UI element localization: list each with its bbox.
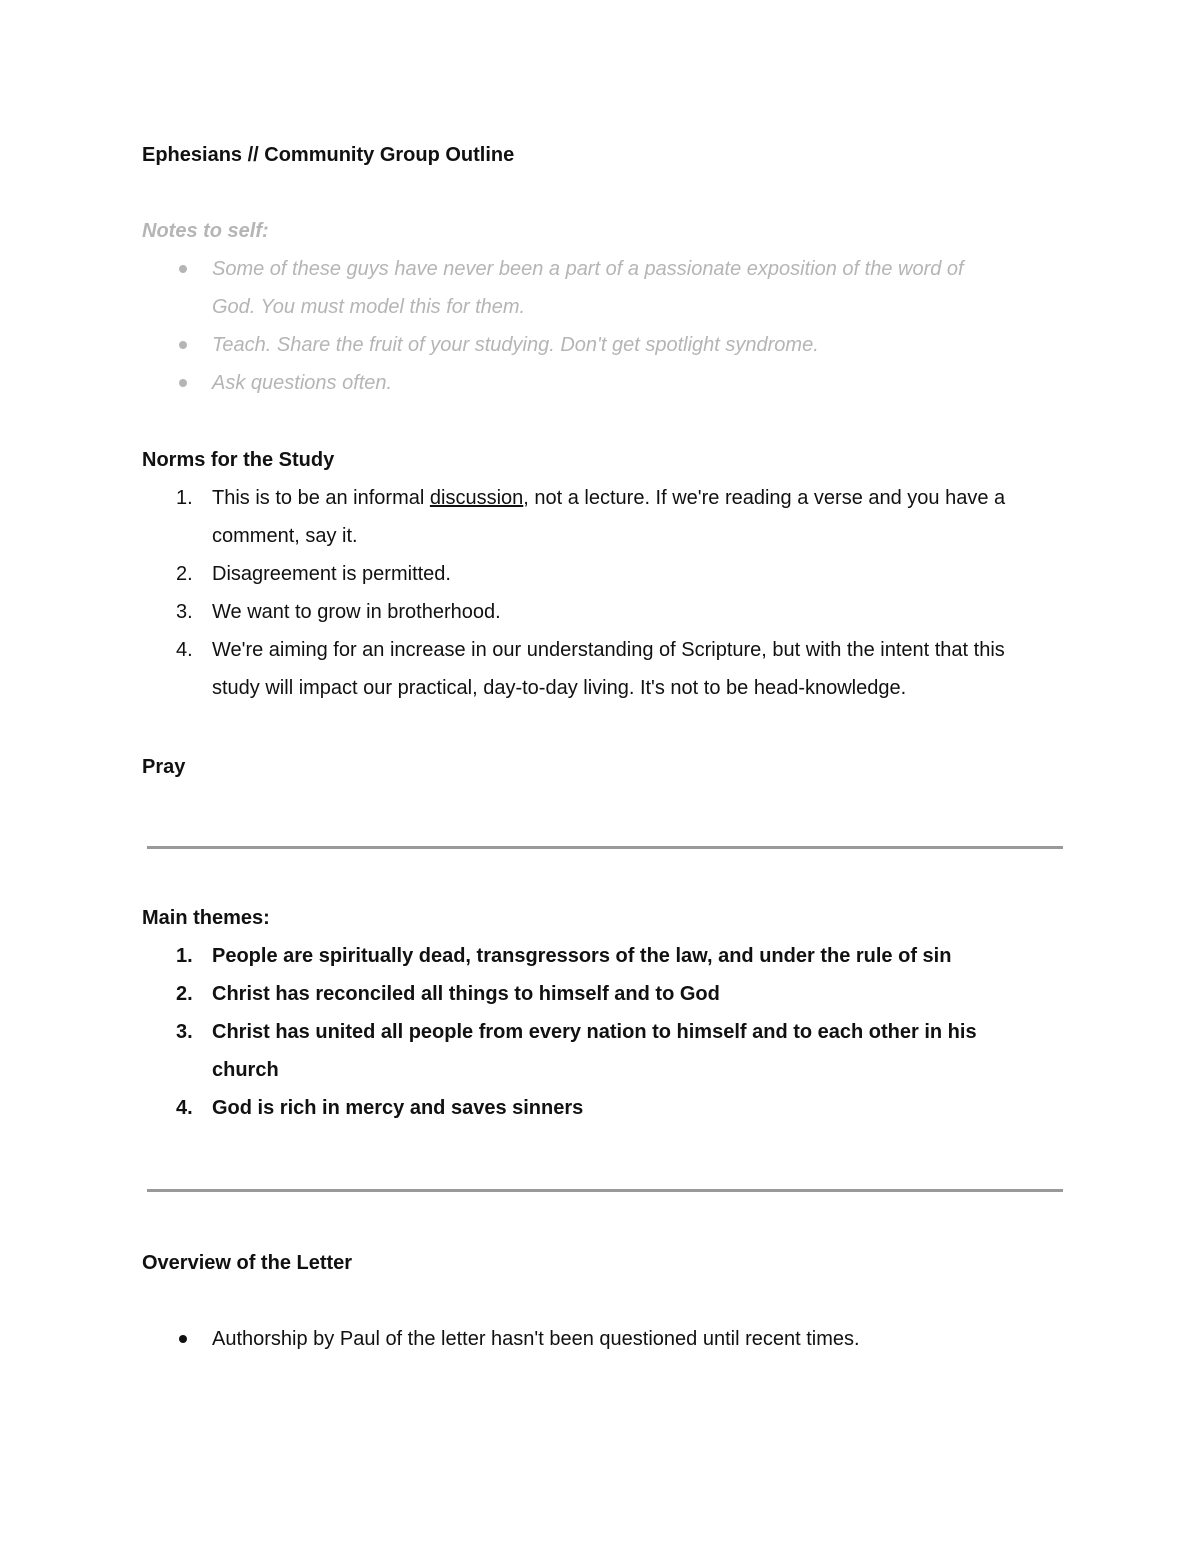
themes-item-4-number: 4. bbox=[176, 1097, 193, 1119]
notes-item-2-text: Teach. Share the fruit of your studying. Don't get spotlight syndrome. bbox=[212, 334, 819, 356]
bullet-icon bbox=[179, 265, 187, 273]
notes-item-1-line-2: God. You must model this for them. bbox=[212, 296, 526, 318]
norms-item-4-number: 4. bbox=[176, 639, 193, 661]
norms-item-4-line-1: We're aiming for an increase in our understanding of Scripture, but with the intent that this bbox=[212, 639, 1005, 661]
norms-item-1-post: , not a lecture. If we're reading a verse and you have a bbox=[523, 487, 1006, 509]
themes-item-1-text: People are spiritually dead, transgressors of the law, and under the rule of sin bbox=[212, 945, 952, 967]
norms-item-2-text: Disagreement is permitted. bbox=[212, 563, 451, 585]
themes-item-3-line-1: Christ has united all people from every nation to himself and to each other in his bbox=[212, 1021, 977, 1043]
themes-item-2 bbox=[142, 975, 1082, 1013]
norms-item-3-number: 3. bbox=[176, 601, 193, 623]
themes-item-2-number: 2. bbox=[176, 983, 193, 1005]
norms-item-4 bbox=[142, 631, 1082, 707]
themes-item-4-text: God is rich in mercy and saves sinners bbox=[212, 1097, 584, 1119]
themes-item-2-text: Christ has reconciled all things to himself and to God bbox=[212, 983, 720, 1005]
norms-section bbox=[142, 441, 1082, 707]
norms-item-3-text: We want to grow in brotherhood. bbox=[212, 601, 501, 623]
norms-item-2-number: 2. bbox=[176, 563, 193, 585]
norms-item-1 bbox=[142, 479, 1082, 555]
notes-item-3-text: Ask questions often. bbox=[212, 372, 393, 394]
themes-section bbox=[142, 899, 1082, 1127]
norms-item-1-pre: This is to be an informal bbox=[212, 487, 430, 509]
notes-section bbox=[142, 212, 1082, 402]
overview-list-block bbox=[142, 1320, 1082, 1358]
bullet-icon bbox=[179, 379, 187, 387]
notes-item-1 bbox=[142, 250, 1082, 326]
notes-item-2 bbox=[142, 326, 1082, 364]
bullet-icon bbox=[179, 341, 187, 349]
bullet-icon bbox=[179, 1335, 187, 1343]
overview-item-1-text: Authorship by Paul of the letter hasn't been questioned until recent times. bbox=[212, 1328, 860, 1350]
pray-section bbox=[142, 748, 1082, 786]
notes-item-1-line-1: Some of these guys have never been a part of a passionate exposition of the word of bbox=[212, 258, 964, 280]
overview-item-1 bbox=[142, 1320, 1082, 1358]
themes-item-4 bbox=[142, 1089, 1082, 1127]
notes-item-3 bbox=[142, 364, 1082, 402]
norms-item-1-number: 1. bbox=[176, 487, 193, 509]
document-title: Ephesians // Community Group Outline bbox=[142, 144, 515, 166]
overview-list bbox=[142, 1320, 1082, 1358]
notes-list bbox=[142, 250, 1082, 402]
horizontal-rule bbox=[147, 846, 1063, 849]
horizontal-rule bbox=[147, 1189, 1063, 1192]
norms-list bbox=[142, 479, 1082, 707]
norms-item-3 bbox=[142, 593, 1082, 631]
themes-list bbox=[142, 937, 1082, 1127]
pray-heading: Pray bbox=[142, 756, 186, 778]
notes-heading: Notes to self: bbox=[142, 220, 269, 242]
norms-item-2 bbox=[142, 555, 1082, 593]
overview-heading: Overview of the Letter bbox=[142, 1252, 353, 1274]
themes-item-3 bbox=[142, 1013, 1082, 1089]
themes-item-3-number: 3. bbox=[176, 1021, 193, 1043]
norms-heading: Norms for the Study bbox=[142, 449, 335, 471]
discussion-underlined-word: discussion bbox=[429, 487, 524, 509]
norms-item-1-line-2: comment, say it. bbox=[212, 525, 358, 547]
overview-section bbox=[142, 1244, 1082, 1282]
themes-heading: Main themes: bbox=[142, 907, 270, 929]
themes-item-1-number: 1. bbox=[176, 945, 193, 967]
themes-item-3-line-2: church bbox=[212, 1059, 279, 1081]
norms-item-4-line-2: study will impact our practical, day-to-day living. It's not to be head-knowledge. bbox=[212, 677, 907, 699]
document-title-block bbox=[142, 136, 1082, 174]
themes-item-1 bbox=[142, 937, 1082, 975]
